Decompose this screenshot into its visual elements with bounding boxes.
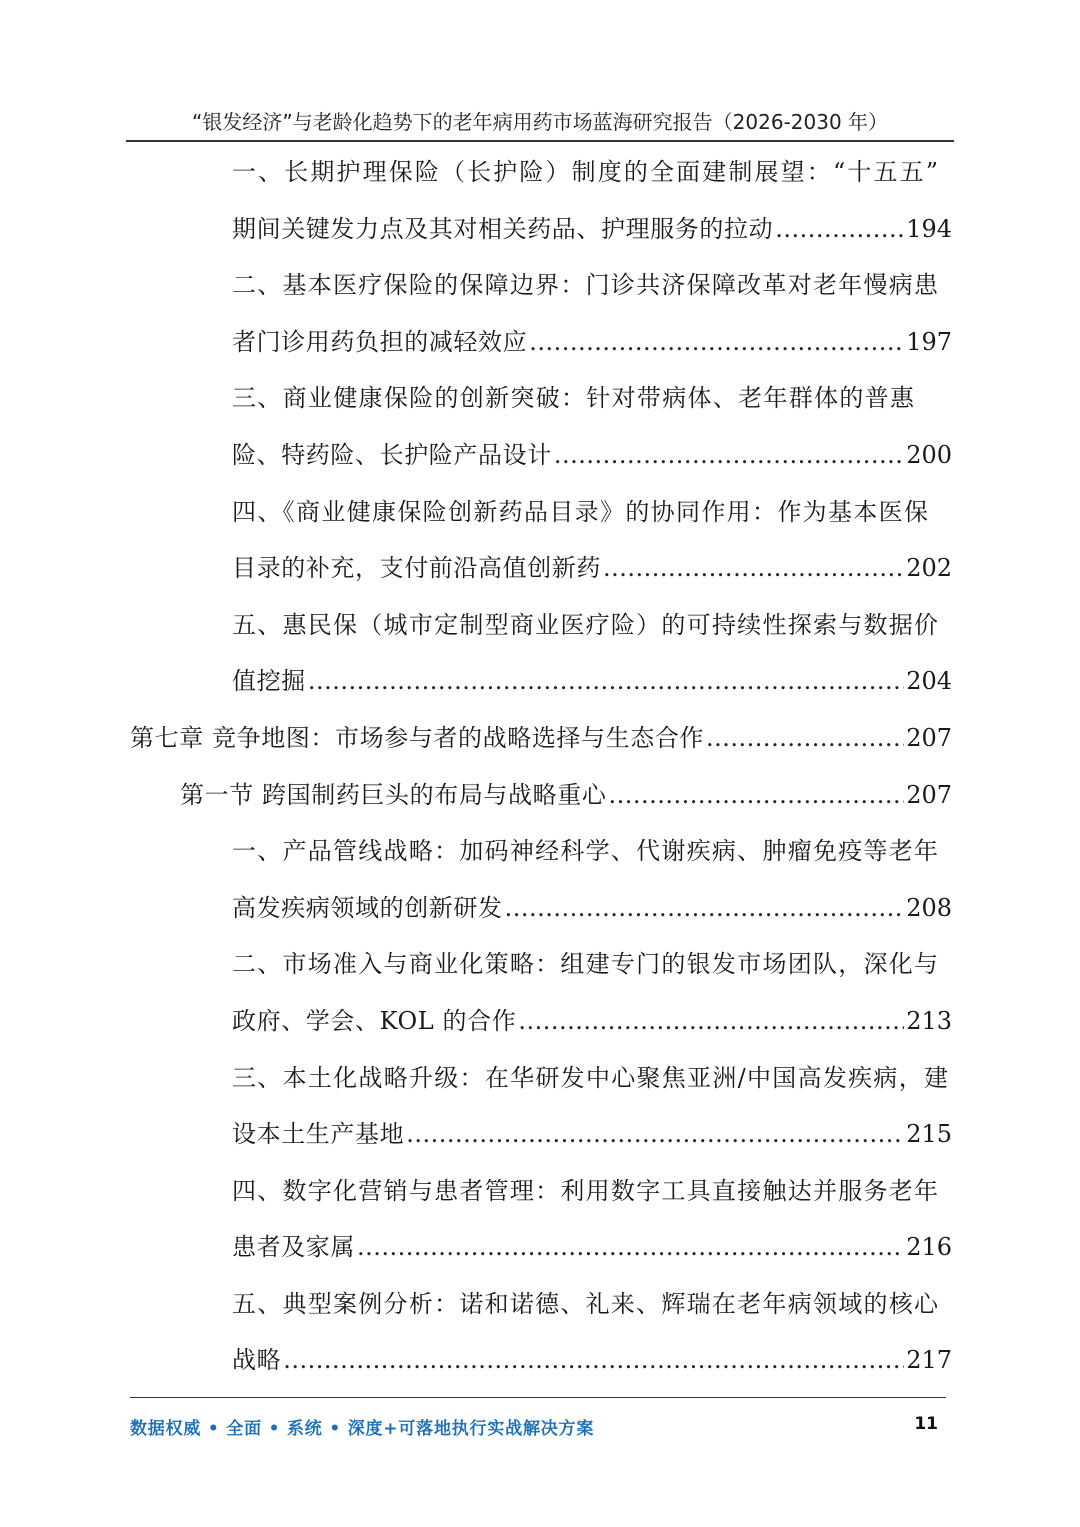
toc-page-number: 213: [906, 1007, 952, 1035]
toc-entry-line: 三、商业健康保险的创新突破：针对带病体、老年群体的普惠: [232, 384, 914, 412]
toc-page-number: 194: [906, 215, 952, 243]
toc-entry-line[interactable]: 期间关键发力点及其对相关药品、护理服务的拉动 ..... 194: [232, 209, 952, 249]
toc-leader-dots: [529, 322, 904, 362]
toc-entry-line: 二、市场准入与商业化策略：组建专门的银发市场团队，深化与: [232, 950, 938, 978]
toc-section-entry[interactable]: 第一节 跨国制药巨头的布局与战略重心 ..... 207: [180, 775, 952, 815]
toc-entry-line[interactable]: 高发疾病领域的创新研发 ..... 208: [232, 888, 952, 928]
toc-leader-dots: [603, 548, 904, 588]
footer-slogan: 数据权威 • 全面 • 系统 • 深度+可落地执行实战解决方案: [130, 1419, 595, 1439]
report-title: “银发经济”与老龄化趋势下的老年病用药市场蓝海研究报告（2026-2030 年）: [191, 110, 889, 134]
toc-entry-line: 二、基本医疗保险的保障边界：门诊共济保障改革对老年慢病患: [232, 271, 938, 299]
footer-divider: [130, 1397, 946, 1398]
toc-entry-line[interactable]: 患者及家属 ..... 216: [232, 1227, 952, 1267]
toc-entry-line: 一、产品管线战略：加码神经科学、代谢疾病、肿瘤免疫等老年: [232, 837, 938, 865]
toc-leader-dots: [357, 1227, 904, 1267]
toc-page-number: 216: [906, 1233, 952, 1261]
toc-entry-line: 一、长期护理保险（长护险）制度的全面建制展望：“十五五”: [232, 158, 938, 186]
toc-leader-dots: [554, 435, 904, 475]
toc-leader-dots: [505, 888, 905, 928]
toc-page-number: 204: [906, 667, 952, 695]
toc-entry-line[interactable]: 值挖掘 ..... 204: [232, 661, 952, 701]
toc-page-number: 202: [906, 554, 952, 582]
toc-entry-line[interactable]: 险、特药险、长护险产品设计 ..... 200: [232, 435, 952, 475]
toc-entry-line: 五、典型案例分析：诺和诺德、礼来、辉瑞在老年病领域的核心: [232, 1290, 938, 1318]
toc-page-number: 217: [906, 1346, 952, 1374]
toc-entry-line[interactable]: 者门诊用药负担的减轻效应 ..... 197: [232, 322, 952, 362]
toc-leader-dots: [308, 661, 904, 701]
toc-page-number: 200: [906, 441, 952, 469]
toc-page-number: 207: [906, 724, 952, 752]
toc-page-number: 197: [906, 328, 952, 356]
toc-page-number: 215: [906, 1120, 952, 1148]
header-divider: [126, 140, 954, 142]
toc-chapter-entry[interactable]: 第七章 竞争地图：市场参与者的战略选择与生态合作 ..... 207: [130, 718, 952, 758]
toc-leader-dots: [518, 1001, 904, 1041]
toc-entry-line[interactable]: 政府、学会、KOL 的合作 ..... 213: [232, 1001, 952, 1041]
toc-entry-line: 三、本土化战略升级：在华研发中心聚焦亚洲/中国高发疾病，建: [232, 1064, 948, 1092]
toc-leader-dots: [775, 209, 904, 249]
toc-page-number: 208: [906, 894, 952, 922]
toc-leader-dots: [706, 718, 904, 758]
toc-entry-line: 四、数字化营销与患者管理：利用数字工具直接触达并服务老年: [232, 1177, 938, 1205]
toc-leader-dots: [283, 1340, 904, 1380]
toc-entry-line[interactable]: 目录的补充，支付前沿高值创新药 ..... 202: [232, 548, 952, 588]
toc-entry-line[interactable]: 设本土生产基地 ..... 215: [232, 1114, 952, 1154]
toc-entry-line: 五、惠民保（城市定制型商业医疗险）的可持续性探索与数据价: [232, 611, 938, 639]
toc-leader-dots: [608, 775, 904, 815]
toc-entry-line: 四、《商业健康保险创新药品目录》的协同作用：作为基本医保: [232, 498, 928, 526]
toc-leader-dots: [406, 1114, 904, 1154]
toc-entry-line[interactable]: 战略 ..... 217: [232, 1340, 952, 1380]
toc-page-number: 207: [906, 781, 952, 809]
page-number: 11: [914, 1414, 938, 1434]
